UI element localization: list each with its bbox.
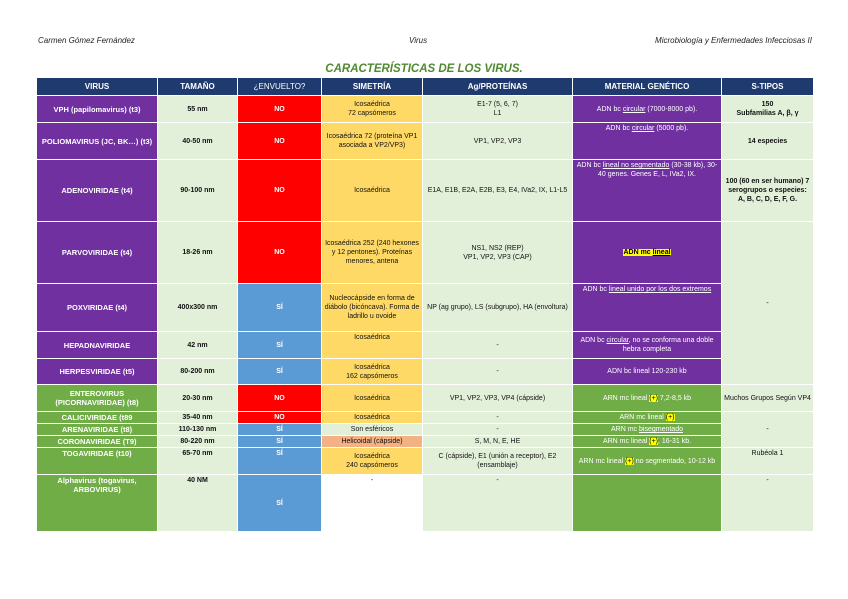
genetic-text: ADN bc: [582, 286, 609, 293]
virus-cell: VPH (papilomavirus) (t3): [37, 96, 158, 123]
genetic-text: (7000-8000 pb).: [645, 105, 698, 113]
proteins-cell: NP (ag grupo), LS (subgrupo), HA (envoltura): [423, 284, 573, 332]
symmetry-cell: -: [322, 475, 423, 532]
size-cell: 55 nm: [158, 96, 238, 123]
genetic-text: ADN mc: [623, 249, 653, 256]
symmetry-line: 162 capsómeros: [346, 372, 398, 380]
symmetry-cell: Icosaédrica 72 (proteína VP1 asociada a VP2/VP3): [322, 123, 423, 160]
symmetry-cell: [322, 96, 423, 123]
table-row: [37, 332, 814, 359]
proteins-cell: VP1, VP2, VP3: [423, 123, 573, 160]
col-header-stypes: S-TIPOS: [722, 78, 814, 96]
stypes-cell: Rubéola 1: [722, 448, 814, 475]
proteins-cell: -: [423, 412, 573, 424]
proteins-cell: -: [423, 424, 573, 436]
proteins-cell: [423, 96, 573, 123]
col-header-symmetry: SIMETRÍA: [322, 78, 423, 96]
proteins-line: NS1, NS2 (REP): [471, 244, 524, 252]
enveloped-cell: SÍ: [238, 424, 322, 436]
stypes-cell: 100 (60 en ser humano) 7 serogrupos o especies: A, B, C, D, E, F, G.: [722, 160, 814, 222]
virus-cell: HEPADNAVIRIDAE: [37, 332, 158, 359]
enveloped-cell: NO: [238, 96, 322, 123]
genetic-text: ADN bc: [605, 125, 632, 132]
enveloped-cell: SÍ: [238, 448, 322, 475]
stypes-cell: Muchos Grupos Según VP4: [722, 385, 814, 412]
table-row: [37, 448, 814, 475]
header-author: Carmen Gómez Fernández: [38, 36, 135, 45]
enveloped-cell: NO: [238, 222, 322, 284]
symmetry-cell: Helicoidal (cápside): [322, 436, 423, 448]
genetic-text: , 16-31 kb.: [657, 438, 692, 445]
col-header-size: TAMAÑO: [158, 78, 238, 96]
proteins-cell: [423, 222, 573, 284]
col-header-virus: VIRUS: [37, 78, 158, 96]
size-cell: 20-30 nm: [158, 385, 238, 412]
genetic-text: (30-38 kb), 30-40 genes. Genes E, L, IVa2, IX.: [598, 162, 718, 178]
genetic-underlined: circular: [622, 105, 646, 113]
genetic-underlined: circular: [606, 337, 629, 344]
virus-cell: POXVIRIDAE (t4): [37, 284, 158, 332]
stypes-cell: -: [722, 475, 814, 532]
genetic-text: ARN mc lineal: [602, 438, 650, 445]
size-cell: 400x300 nm: [158, 284, 238, 332]
genetic-underlined: lineal: [652, 249, 671, 256]
virus-cell: PARVOVIRIDAE (t4): [37, 222, 158, 284]
size-cell: 18-26 nm: [158, 222, 238, 284]
size-cell: 80-200 nm: [158, 359, 238, 385]
table-row: [37, 436, 814, 448]
symmetry-cell: [322, 359, 423, 385]
col-header-proteins: Ag/PROTEÍNAS: [423, 78, 573, 96]
enveloped-cell: SÍ: [238, 332, 322, 359]
size-cell: 65-70 nm: [158, 448, 238, 475]
virus-cell: CALICIVIRIDAE (t89: [37, 412, 158, 424]
virus-cell: TOGAVIRIDAE (t10): [37, 448, 158, 475]
proteins-cell: -: [423, 359, 573, 385]
header-row: [37, 78, 814, 96]
proteins-line: L1: [493, 110, 502, 117]
virus-cell: CORONAVIRIDAE (T9): [37, 436, 158, 448]
stypes-cell: [722, 412, 814, 448]
genetic-text: ADN bc: [580, 337, 607, 344]
enveloped-cell: SÍ: [238, 284, 322, 332]
genetic-highlight: (+): [649, 438, 658, 445]
genetic-text: (5000 pb).: [654, 125, 689, 132]
size-cell: 35-40 nm: [158, 412, 238, 424]
genetic-cell: ADN bc lineal 120-230 kb: [573, 359, 722, 385]
genetic-text: ARN mc lineal: [619, 414, 666, 421]
virus-cell: ARENAVIRIDAE (t8): [37, 424, 158, 436]
proteins-cell: E1A, E1B, E2A, E2B, E3, E4, IVa2, IX, L1-L5: [423, 160, 573, 222]
col-header-enveloped: ¿ENVUELTO?: [238, 78, 322, 96]
page-title: CARACTERÍSTICAS DE LOS VIRUS.: [325, 63, 523, 75]
genetic-text: no segmentado, 10-12 kb: [633, 457, 716, 465]
table-row: [37, 222, 814, 284]
symmetry-line: Icosaédrica: [354, 363, 390, 371]
genetic-cell: [573, 385, 722, 412]
genetic-cell: [573, 284, 722, 332]
genetic-cell: [573, 412, 722, 424]
table-row: [37, 96, 814, 123]
size-cell: 40-50 nm: [158, 123, 238, 160]
stypes-line: Subfamilias A, β, γ: [736, 110, 799, 117]
proteins-cell: -: [423, 332, 573, 359]
genetic-underlined: bisegmentado: [639, 426, 683, 433]
stypes-text: -: [766, 426, 769, 433]
genetic-text: , no se conforma una doble hebra completa: [622, 337, 714, 353]
enveloped-cell: NO: [238, 412, 322, 424]
table-row: [37, 385, 814, 412]
enveloped-cell: SÍ: [238, 359, 322, 385]
proteins-cell: S, M, N, E, HE: [423, 436, 573, 448]
header-topic: Virus: [409, 36, 428, 45]
genetic-highlight: (+): [625, 457, 634, 465]
stypes-cell: 14 especies: [722, 123, 814, 160]
table-row: [37, 424, 814, 436]
genetic-text: ADN bc: [596, 105, 623, 113]
genetic-underlined: lineal unido por los dos extremos: [608, 286, 712, 293]
symmetry-line: Icosaédrica: [354, 453, 390, 460]
genetic-cell: [573, 475, 722, 532]
virus-cell: POLIOMAVIRUS (JC, BK…) (t3): [37, 123, 158, 160]
symmetry-line: Icosaédrica: [354, 101, 390, 108]
stypes-cell: [722, 222, 814, 385]
table-row: [37, 475, 814, 532]
size-cell: 110-130 nm: [158, 424, 238, 436]
table-row: [37, 412, 814, 424]
virus-cell: HERPESVIRIDAE (t5): [37, 359, 158, 385]
stypes-line: 150: [761, 101, 774, 108]
header-course: Microbiología y Enfermedades Infecciosas II: [655, 36, 812, 45]
symmetry-line: 240 capsómeros: [346, 462, 398, 469]
table-row: [37, 284, 814, 332]
symmetry-cell: [322, 448, 423, 475]
genetic-cell: [573, 123, 722, 160]
virus-cell: ENTEROVIRUS (PICORNAVIRIDAE) (t8): [37, 385, 158, 412]
stypes-text: -: [766, 299, 769, 307]
symmetry-cell: Nucleocápside en forma de diábolo (bicóncava). Forma de ladrillo u ovoide: [322, 284, 423, 332]
genetic-cell: [573, 424, 722, 436]
table-row: [37, 359, 814, 385]
symmetry-cell: Icosaédrica 252 (240 hexones y 12 pentones). Proteínas menores, antena: [322, 222, 423, 284]
symmetry-cell: Son esféricos: [322, 424, 423, 436]
proteins-line: E1-7 (5, 6, 7): [477, 101, 518, 108]
symmetry-cell: Icosaédrica: [322, 412, 423, 424]
proteins-line: VP1, VP2, VP3 (CAP): [463, 253, 532, 261]
genetic-cell: [573, 448, 722, 475]
proteins-cell: -: [423, 475, 573, 532]
symmetry-line: 72 capsómeros: [348, 110, 396, 117]
virus-cell: ADENOVIRIDAE (t4): [37, 160, 158, 222]
genetic-text: ARN mc lineal: [602, 394, 650, 402]
proteins-cell: VP1, VP2, VP3, VP4 (cápside): [423, 385, 573, 412]
table-row: [37, 160, 814, 222]
enveloped-cell: SÍ: [238, 436, 322, 448]
symmetry-cell: Icosaédrica: [322, 385, 423, 412]
virus-table: [36, 77, 814, 532]
genetic-cell: [573, 222, 722, 284]
size-cell: 80-220 nm: [158, 436, 238, 448]
genetic-cell: [573, 436, 722, 448]
table-row: [37, 123, 814, 160]
enveloped-cell: SÍ: [238, 475, 322, 532]
genetic-highlight: (+): [665, 414, 675, 421]
size-cell: 40 NM: [158, 475, 238, 532]
genetic-text: 7,2-8,5 kb: [657, 394, 692, 402]
stypes-cell: [722, 96, 814, 123]
genetic-underlined: lineal no segmentado: [602, 162, 670, 169]
genetic-cell: [573, 160, 722, 222]
symmetry-cell: Icosaédrica: [322, 160, 423, 222]
genetic-text: ARN mc lineal: [578, 457, 626, 465]
genetic-underlined: circular: [631, 125, 655, 132]
genetic-highlight: [623, 249, 670, 256]
enveloped-cell: NO: [238, 385, 322, 412]
virus-cell: Alphavirus (togavirus, ARBOVIRUS): [37, 475, 158, 532]
enveloped-cell: NO: [238, 123, 322, 160]
genetic-highlight: (+): [649, 394, 658, 402]
size-cell: 90-100 nm: [158, 160, 238, 222]
genetic-cell: [573, 332, 722, 359]
symmetry-cell: Icosaédrica: [322, 332, 423, 359]
genetic-text: ADN bc: [576, 162, 603, 169]
size-cell: 42 nm: [158, 332, 238, 359]
genetic-cell: [573, 96, 722, 123]
enveloped-cell: NO: [238, 160, 322, 222]
genetic-text: ARN mc: [611, 426, 639, 433]
proteins-cell: C (cápside), E1 (unión a receptor), E2 (ensamblaje): [423, 448, 573, 475]
col-header-genetic-material: MATERIAL GENÉTICO: [573, 78, 722, 96]
